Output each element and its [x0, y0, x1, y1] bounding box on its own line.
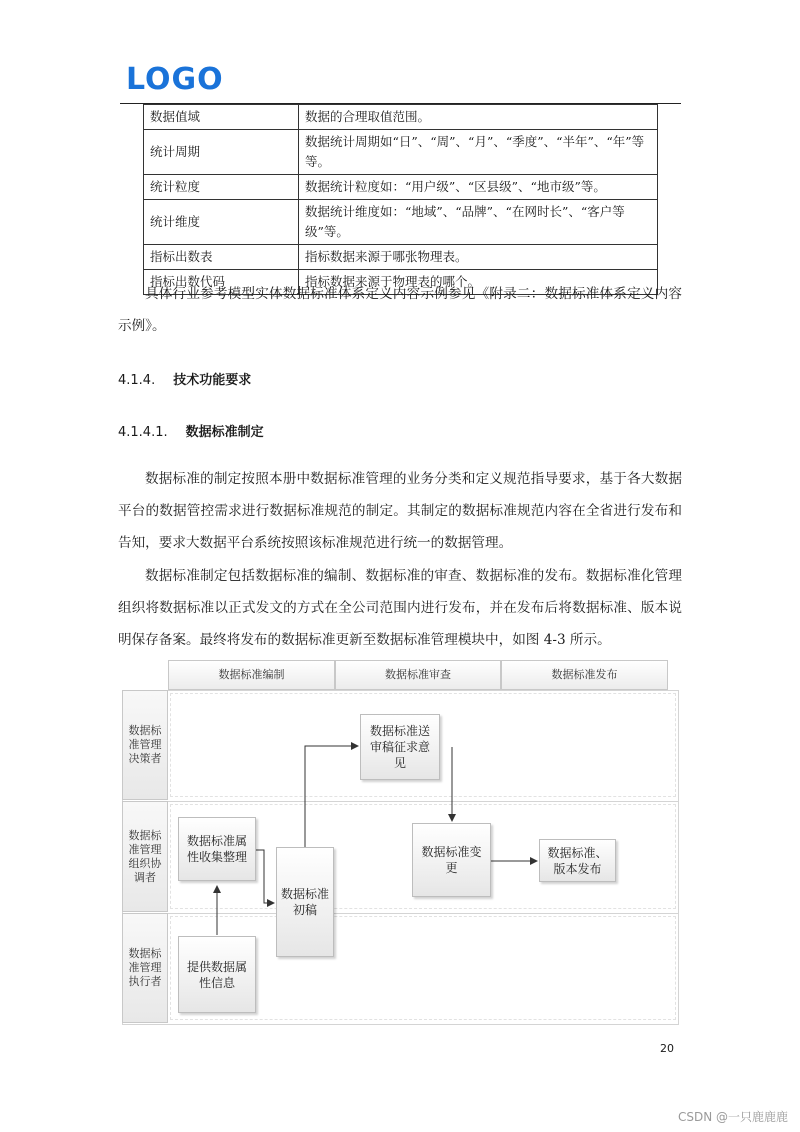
box-draft: 数据标准初稿 — [276, 847, 334, 957]
heading-number: 4.1.4. — [118, 373, 156, 388]
arrow-collect-to-draft — [256, 850, 274, 903]
table-cell-key: 指标出数代码 — [144, 270, 299, 295]
table-cell-value: 数据统计周期如“日”、“周”、“月”、“季度”、“半年”、“年”等等。 — [299, 130, 658, 175]
table-cell-value: 指标数据来源于哪张物理表。 — [299, 245, 658, 270]
heading-number: 4.1.4.1. — [118, 425, 168, 440]
arrow-draft-to-review — [305, 746, 358, 847]
box-publish-version: 数据标准、版本发布 — [539, 839, 616, 882]
table-cell-value: 数据统计粒度如：“用户级”、“区县级”、“地市级”等。 — [299, 175, 658, 200]
table-cell-key: 数据值域 — [144, 105, 299, 130]
box-collect-attributes: 数据标准属性收集整理 — [178, 817, 256, 881]
table-cell-key: 统计维度 — [144, 200, 299, 245]
table-cell-key: 统计粒度 — [144, 175, 299, 200]
box-change: 数据标准变更 — [412, 823, 491, 897]
box-provide-attributes: 提供数据属性信息 — [178, 936, 256, 1013]
table-cell-value: 数据的合理取值范围。 — [299, 105, 658, 130]
table-cell-key: 指标出数表 — [144, 245, 299, 270]
phase-header-publish: 数据标准发布 — [501, 660, 668, 690]
reference-paragraph: 具体行业参考模型实体数据标准体系定义内容示例参见《附录二：数据标准体系定义内容示例》。 — [118, 286, 682, 334]
lane-label-decision-maker: 数据标准管理决策者 — [122, 690, 168, 800]
table-cell-value: 指标数据来源于物理表的哪个。 — [299, 270, 658, 295]
box-send-review: 数据标准送审稿征求意见 — [360, 714, 440, 780]
table-cell-value: 数据统计维度如：“地域”、“品牌”、“在网时长”、“客户等级”等。 — [299, 200, 658, 245]
heading-title: 数据标准制定 — [185, 425, 264, 440]
table-cell-key: 统计周期 — [144, 130, 299, 175]
watermark: CSDN @一只鹿鹿鹿 — [677, 1110, 788, 1124]
phase-header-review: 数据标准审查 — [335, 660, 501, 690]
logo: LOGO — [126, 62, 224, 97]
body-paragraph-1: 数据标准的制定按照本册中数据标准管理的业务分类和定义规范指导要求，基于各大数据平台的数据管控需求进行数据标准规范的制定。其制定的数据标准规范内容在全省进行发布和告知，要求大数据平台系统按照该标准规范进行统一的数据管理。 — [118, 471, 682, 551]
lane-label-coordinator: 数据标准管理组织协调者 — [122, 801, 168, 912]
heading-title: 技术功能要求 — [173, 373, 252, 388]
page-number: 20 — [660, 1042, 674, 1055]
phase-header-compile: 数据标准编制 — [168, 660, 335, 690]
lane-label-executor: 数据标准管理执行者 — [122, 913, 168, 1023]
body-paragraph-2: 数据标准制定包括数据标准的编制、数据标准的审查、数据标准的发布。数据标准化管理组织将数据标准以正式发文的方式在全公司范围内进行发布，并在发布后将数据标准、版本说明保存备案。最终将发布的数据标准更新至数据标准管理模块中，如图 4-3 所示。 — [118, 568, 682, 648]
